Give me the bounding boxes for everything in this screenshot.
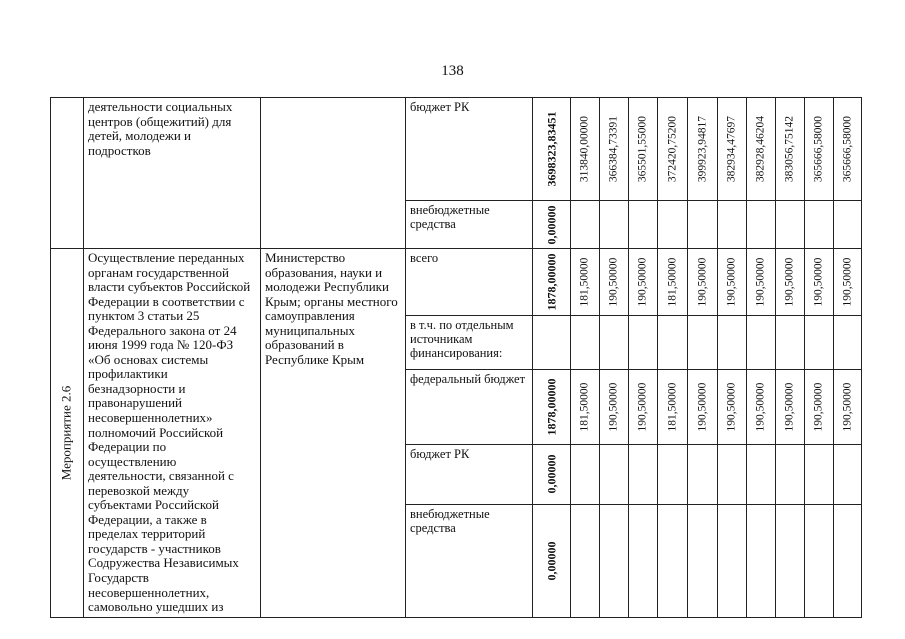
year-cell [688,315,718,369]
year-cell [718,504,747,617]
source-cell: внебюджетные средства [406,201,533,249]
year-cell [776,504,805,617]
year-cell [600,201,629,249]
year-cell: 365666,58000 [834,98,862,201]
year-cell: 313840,00000 [571,98,600,201]
year-cell [834,315,862,369]
year-cell [658,201,688,249]
year-cell: 181,50000 [571,370,600,445]
year-cell [805,315,834,369]
executor-cell [261,98,406,249]
year-cell: 190,50000 [718,249,747,316]
total-cell [533,315,571,369]
year-cell [747,201,776,249]
measure-label-cell: Мероприятие 2.6 [51,249,84,618]
year-cell [629,201,658,249]
year-cell [776,444,805,504]
year-cell: 181,50000 [571,249,600,316]
year-cell [571,444,600,504]
year-cell [629,504,658,617]
year-cell [718,444,747,504]
year-cell [658,504,688,617]
year-cell [747,504,776,617]
year-cell [718,201,747,249]
measure-label-cell [51,98,84,249]
description-cell: Осуществление переданных органам государственной власти субъектов Российской Федерации в соответствии с пунктом 3 статьи 25 Федерального закона от 24 июня 1999 года № 120-ФЗ «Об основах системы профилактики безнадзорности и правонарушений несовершеннолетних» полномочий Российской Федерации по осуществлению деятельности, связанной с перевозкой между субъектами Российской Федерации, а также в пределах территорий государств - участников Содружества Независимых Государств несовершеннолетних, самовольно ушедших из [84,249,261,618]
year-cell [776,201,805,249]
year-cell [834,444,862,504]
source-cell: внебюджетные средства [406,504,533,617]
year-cell [571,315,600,369]
year-cell: 181,50000 [658,249,688,316]
description-cell: деятельности социальных центров (общежитий) для детей, молодежи и подростков [84,98,261,249]
year-cell [747,444,776,504]
year-cell [688,504,718,617]
year-cell: 366384,73391 [600,98,629,201]
year-cell [658,444,688,504]
year-cell [629,315,658,369]
total-cell: 0,00000 [533,444,571,504]
year-cell [600,504,629,617]
year-cell: 181,50000 [658,370,688,445]
year-cell [834,504,862,617]
year-cell: 365501,55000 [629,98,658,201]
year-cell: 190,50000 [718,370,747,445]
year-cell: 190,50000 [747,249,776,316]
table-row [51,98,862,201]
year-cell [805,444,834,504]
year-cell: 190,50000 [805,249,834,316]
year-cell: 383056,75142 [776,98,805,201]
year-cell: 190,50000 [688,249,718,316]
executor-cell: Министерство образования, науки и молодежи Республики Крым; органы местного самоуправления муниципальных образований в Республике Крым [261,249,406,618]
year-cell [571,504,600,617]
year-cell [629,444,658,504]
year-cell: 190,50000 [600,249,629,316]
budget-table [50,97,862,618]
year-cell: 190,50000 [805,370,834,445]
source-cell: бюджет РК [406,444,533,504]
total-cell: 0,00000 [533,201,571,249]
year-cell: 190,50000 [600,370,629,445]
source-cell: в т.ч. по отдельным источникам финансирования: [406,315,533,369]
year-cell: 190,50000 [834,370,862,445]
year-cell: 190,50000 [747,370,776,445]
year-cell: 399923,94817 [688,98,718,201]
year-cell [688,444,718,504]
year-cell: 372420,75200 [658,98,688,201]
total-cell: 1878,00000 [533,249,571,316]
year-cell [805,201,834,249]
page-number: 138 [441,63,464,79]
year-cell [571,201,600,249]
year-cell: 365666,58000 [805,98,834,201]
year-cell: 382928,46204 [747,98,776,201]
year-cell [658,315,688,369]
source-cell: бюджет РК [406,98,533,201]
year-cell: 190,50000 [629,370,658,445]
year-cell [718,315,747,369]
year-cell [747,315,776,369]
year-cell [600,444,629,504]
year-cell [600,315,629,369]
year-cell [834,201,862,249]
year-cell [805,504,834,617]
source-cell: всего [406,249,533,316]
year-cell: 190,50000 [688,370,718,445]
total-cell: 1878,00000 [533,370,571,445]
year-cell: 190,50000 [776,249,805,316]
total-cell: 0,00000 [533,504,571,617]
source-cell: федеральный бюджет [406,370,533,445]
year-cell: 190,50000 [834,249,862,316]
year-cell: 382934,47697 [718,98,747,201]
year-cell [776,315,805,369]
total-cell: 3698323,83451 [533,98,571,201]
year-cell [688,201,718,249]
year-cell: 190,50000 [629,249,658,316]
table-row [51,249,862,316]
year-cell: 190,50000 [776,370,805,445]
